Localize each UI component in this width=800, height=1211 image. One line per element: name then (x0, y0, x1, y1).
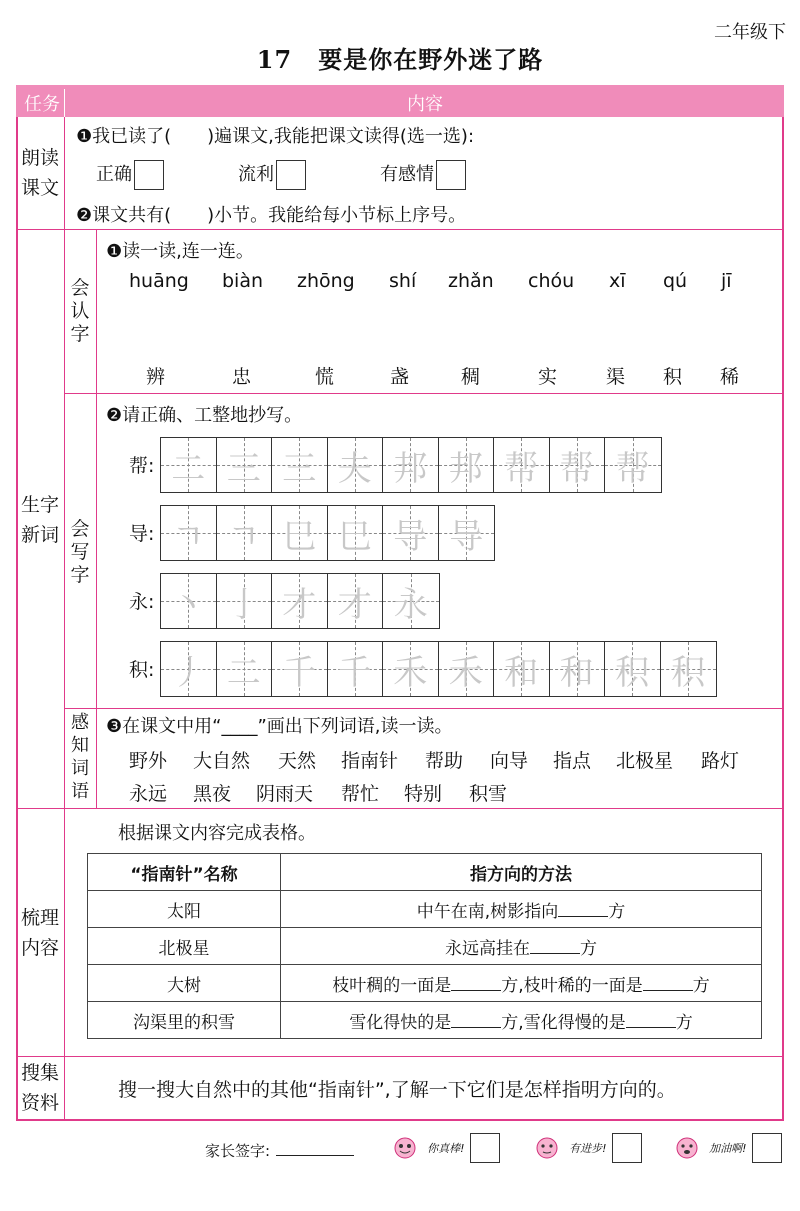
row-name: 大树 (88, 965, 281, 1002)
option-correct: 正确 (96, 160, 164, 190)
pinyin-item: zhǎn (448, 270, 494, 292)
word-item: 帮助 (425, 750, 464, 772)
reading-question-1: ❶我已读了( )遍课文,我能把课文读得(选一选): (76, 126, 475, 147)
praise-progress: 有进步! (530, 1133, 642, 1163)
answer-blank[interactable] (626, 1012, 676, 1028)
sublabel-column-divider (96, 229, 97, 808)
word-item: 积雪 (469, 783, 508, 805)
write-char-label: 导: (129, 523, 155, 545)
stroke-guide: 永 (393, 584, 428, 625)
stroke-guide: 帮 (559, 448, 594, 489)
tracing-grid (160, 573, 440, 629)
stroke-guide: 二 (171, 448, 206, 489)
stroke-guide: 三 (226, 448, 261, 489)
row-name: 沟渠里的积雪 (88, 1002, 281, 1039)
option-fluent-checkbox[interactable] (276, 160, 306, 190)
tracing-cell[interactable] (272, 506, 328, 560)
stroke-guide: 巳 (337, 516, 372, 557)
word-item: 黑夜 (193, 783, 232, 805)
tracing-cell[interactable] (328, 438, 384, 492)
organize-label: 梳理 内容 (20, 907, 59, 959)
hanzi-item[interactable]: 辨 (146, 366, 166, 388)
sun-face-icon (530, 1135, 564, 1161)
col-header-method: 指方向的方法 (281, 854, 762, 891)
stroke-guide: 导 (393, 516, 428, 557)
stroke-guide: 才 (337, 584, 372, 625)
word-item: 指南针 (341, 750, 399, 772)
recognize-instruction: ❶读一读,连一连。 (106, 241, 254, 262)
stroke-guide: 禾 (448, 652, 483, 693)
tracing-cell[interactable] (439, 438, 495, 492)
header-task: 任务 (24, 94, 60, 115)
write-char-label: 帮: (129, 455, 155, 477)
table-row (88, 928, 762, 965)
stroke-guide: 和 (504, 652, 539, 693)
tracing-cell[interactable] (605, 642, 661, 696)
word-item: 帮忙 (341, 783, 380, 805)
word-item: 永远 (129, 783, 168, 805)
research-label: 搜集 资料 (20, 1062, 59, 1114)
tracing-cell[interactable] (272, 438, 328, 492)
option-correct-checkbox[interactable] (134, 160, 164, 190)
pinyin-item: huāng (129, 270, 189, 292)
tracing-cell[interactable] (550, 438, 606, 492)
tracing-cell[interactable] (217, 438, 273, 492)
new-words-label: 生字 新词 (20, 494, 59, 546)
pinyin-item: jī (721, 270, 732, 292)
table-row (88, 891, 762, 928)
reading-label: 朗读 课文 (20, 147, 59, 199)
stroke-guide: 千 (337, 652, 372, 693)
tracing-grid (160, 437, 662, 493)
write-char-label: 永: (129, 591, 155, 613)
tracing-cell[interactable] (383, 506, 439, 560)
word-item: 阴雨天 (256, 783, 314, 805)
row-method: 枝叶稠的一面是 方,枝叶稀的一面是 方 (281, 965, 762, 1002)
hanzi-item[interactable]: 渠 (606, 366, 626, 388)
answer-blank[interactable] (451, 975, 501, 991)
header-divider (64, 89, 65, 117)
stroke-guide: ㄱ (171, 516, 205, 557)
praise-cheer: 加油啊! (670, 1133, 782, 1163)
subrow-divider-1 (64, 393, 784, 394)
table-row (88, 1002, 762, 1039)
tracing-cell[interactable] (439, 642, 495, 696)
grade-label: 二年级下 (714, 22, 786, 43)
row-method: 雪化得快的是 方,雪化得慢的是 方 (281, 1002, 762, 1039)
hanzi-item[interactable]: 稀 (720, 366, 740, 388)
tracing-cell[interactable] (272, 574, 328, 628)
stroke-guide: 邦 (448, 448, 483, 489)
compass-table (87, 853, 762, 1039)
tracing-cell[interactable] (383, 438, 439, 492)
word-item: 路灯 (701, 750, 740, 772)
option-fluent: 流利 (238, 160, 306, 190)
stroke-guide: 和 (559, 652, 594, 693)
word-item: 向导 (490, 750, 529, 772)
research-text: 搜一搜大自然中的其他“指南针”,了解一下它们是怎样指明方向的。 (118, 1079, 676, 1101)
signature-line[interactable] (276, 1155, 354, 1156)
stroke-guide: 邦 (393, 448, 428, 489)
tracing-cell[interactable] (383, 574, 439, 628)
tracing-cell[interactable] (383, 642, 439, 696)
tracing-grid (160, 641, 717, 697)
praise-great: 你真棒! (388, 1133, 500, 1163)
write-char-label: 积: (129, 659, 155, 681)
option-expressive-checkbox[interactable] (436, 160, 466, 190)
tracing-cell[interactable] (272, 642, 328, 696)
table-row (88, 965, 762, 1002)
stroke-guide: 才 (282, 584, 317, 625)
hanzi-item[interactable]: 忠 (232, 366, 252, 388)
tracing-cell[interactable] (494, 642, 550, 696)
recognize-label: 会 认 字 (70, 277, 90, 345)
write-instruction: ❷请正确、工整地抄写。 (106, 405, 303, 426)
row-method: 永远高挂在 方 (281, 928, 762, 965)
row-method: 中午在南,树影指向 方 (281, 891, 762, 928)
header-content: 内容 (407, 94, 443, 115)
row-divider-1 (16, 229, 784, 230)
lesson-number: 17 (256, 45, 293, 74)
praise-great-box[interactable] (470, 1133, 500, 1163)
task-column-divider (64, 117, 65, 1121)
praise-cheer-box[interactable] (752, 1133, 782, 1163)
stroke-guide: 丶 (171, 584, 206, 625)
stroke-guide: 积 (671, 652, 706, 693)
write-label: 会 写 字 (70, 518, 90, 586)
tracing-grid (160, 505, 495, 561)
answer-blank[interactable] (451, 1012, 501, 1028)
hanzi-item[interactable]: 实 (538, 366, 558, 388)
hanzi-item[interactable]: 积 (663, 366, 683, 388)
tracing-cell[interactable] (328, 506, 384, 560)
pinyin-item: zhōng (297, 270, 355, 292)
hanzi-item[interactable]: 盏 (390, 366, 410, 388)
tracing-cell[interactable] (328, 642, 384, 696)
stroke-guide: 导 (449, 516, 484, 557)
answer-blank[interactable] (643, 975, 693, 991)
stroke-guide: 丿 (171, 652, 206, 693)
tracing-cell[interactable] (161, 642, 217, 696)
row-divider-3 (16, 1056, 784, 1057)
tracing-cell[interactable] (550, 642, 606, 696)
organize-instruction: 根据课文内容完成表格。 (118, 823, 316, 844)
option-expressive: 有感情 (380, 160, 466, 190)
word-item: 指点 (553, 750, 592, 772)
parent-signature: 家长签字: (205, 1140, 354, 1161)
pinyin-item: chóu (528, 270, 575, 292)
tracing-cell[interactable] (494, 438, 550, 492)
stroke-guide: 亅 (226, 584, 261, 625)
pinyin-item: xī (609, 270, 626, 292)
tracing-cell[interactable] (217, 642, 273, 696)
row-divider-2 (16, 808, 784, 809)
col-header-name: “指南针”名称 (88, 854, 281, 891)
tracing-cell[interactable] (161, 506, 217, 560)
word-item: 天然 (278, 750, 317, 772)
page-title (0, 40, 800, 75)
tracing-cell[interactable] (217, 506, 273, 560)
hanzi-item[interactable]: 稠 (461, 366, 481, 388)
word-item: 北极星 (616, 750, 674, 772)
tracing-cell[interactable] (161, 574, 217, 628)
perceive-label: 感 知 词 语 (71, 712, 89, 802)
pinyin-item: qú (663, 270, 688, 292)
sun-face-icon (670, 1135, 704, 1161)
stroke-guide: 夫 (337, 448, 372, 489)
word-item: 大自然 (193, 750, 251, 772)
pinyin-item: shí (389, 270, 417, 292)
stroke-guide: 禾 (393, 652, 428, 693)
tracing-cell[interactable] (217, 574, 273, 628)
tracing-cell[interactable] (328, 574, 384, 628)
stroke-guide: 千 (282, 652, 317, 693)
perceive-instruction: ❸在课文中用“____”画出下列词语,读一读。 (106, 716, 453, 737)
praise-progress-box[interactable] (612, 1133, 642, 1163)
answer-blank[interactable] (530, 938, 580, 954)
table-header-row (88, 854, 762, 891)
stroke-guide: 帮 (504, 448, 539, 489)
row-name: 北极星 (88, 928, 281, 965)
stroke-guide: 积 (615, 652, 650, 693)
tracing-cell[interactable] (605, 438, 661, 492)
tracing-cell[interactable] (439, 506, 495, 560)
reading-question-2: ❷课文共有( )小节。我能给每小节标上序号。 (76, 205, 467, 226)
sun-face-icon (388, 1135, 422, 1161)
stroke-guide: 二 (226, 652, 261, 693)
lesson-title: 要是你在野外迷了路 (318, 46, 544, 74)
tracing-cell[interactable] (661, 642, 717, 696)
pinyin-item: biàn (222, 270, 264, 292)
tracing-cell[interactable] (161, 438, 217, 492)
stroke-guide: 三 (282, 448, 317, 489)
row-name: 太阳 (88, 891, 281, 928)
stroke-guide: 巳 (282, 516, 317, 557)
stroke-guide: ㄱ (227, 516, 261, 557)
word-item: 特别 (404, 783, 443, 805)
stroke-guide: 帮 (615, 448, 650, 489)
word-item: 野外 (129, 750, 168, 772)
hanzi-item[interactable]: 慌 (315, 366, 335, 388)
answer-blank[interactable] (558, 901, 608, 917)
subrow-divider-2 (64, 708, 784, 709)
